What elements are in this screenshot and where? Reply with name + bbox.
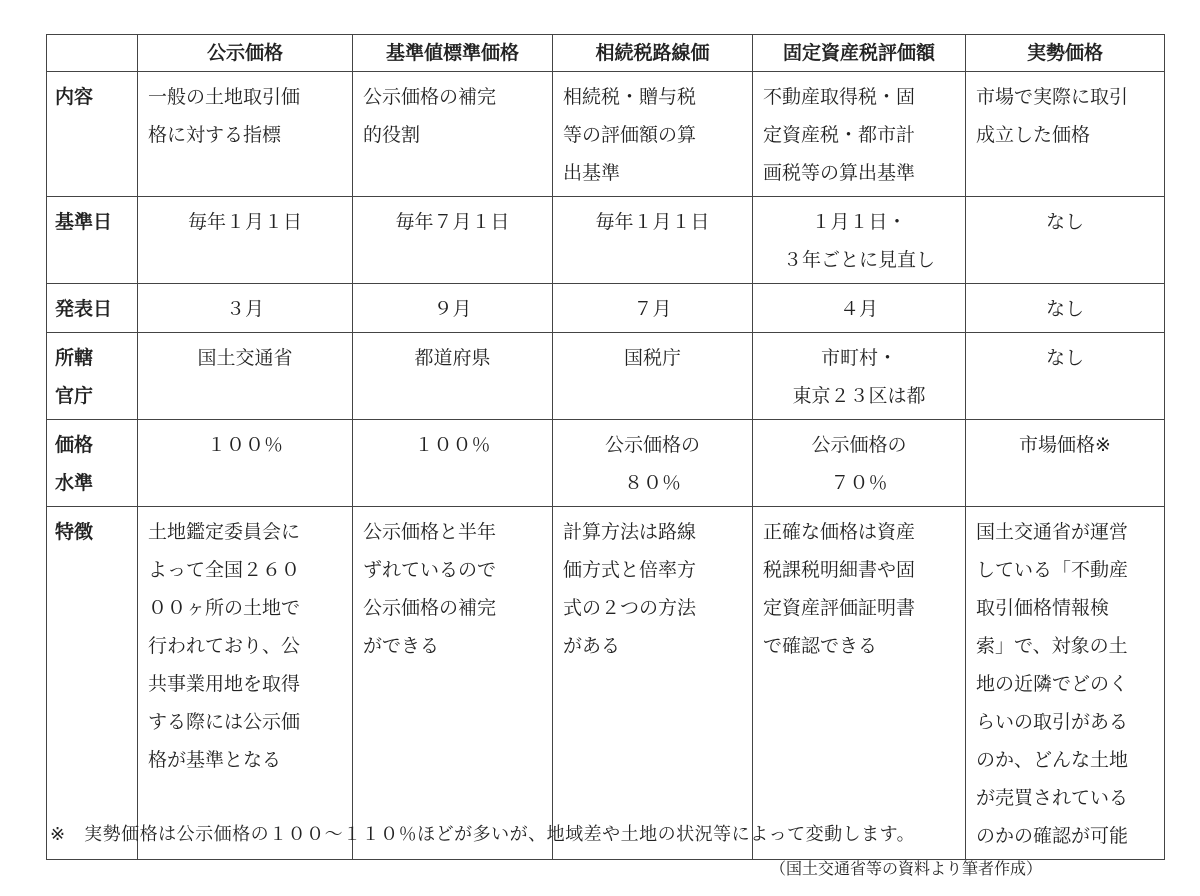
header-jissei-kakaku: 実勢価格 <box>966 35 1165 72</box>
row-shokatsu <box>47 333 1165 420</box>
header-row <box>47 35 1165 72</box>
table-cell: ３月 <box>138 284 353 333</box>
header-kijunchi: 基準値標準価格 <box>353 35 553 72</box>
header-koji-kakaku: 公示価格 <box>138 35 353 72</box>
table-cell: 相続税・贈与税 等の評価額の算 出基準 <box>553 72 753 197</box>
table-cell: 毎年１月１日 <box>138 197 353 284</box>
table-cell: 公示価格の ８０％ <box>553 420 753 507</box>
header-corner <box>47 35 138 72</box>
table-cell: １００％ <box>353 420 553 507</box>
row-kakaku-suijun <box>47 420 1165 507</box>
table-cell: 計算方法は路線 価方式と倍率方 式の２つの方法 がある <box>553 507 753 860</box>
row-label: 特徴 <box>47 507 138 860</box>
table-cell: 国土交通省が運営 している「不動産 取引価格情報検 索」で、対象の土 地の近隣でどのく らいの取引がある のか、どんな土地 が売買されている のかの確認が可能 <box>966 507 1165 860</box>
table-cell: ４月 <box>753 284 966 333</box>
comparison-table <box>46 34 1165 860</box>
table-cell: ７月 <box>553 284 753 333</box>
row-label: 発表日 <box>47 284 138 333</box>
footnote: ※ 実勢価格は公示価格の１００〜１１０％ほどが多いが、地域差や土地の状況等によって変動します。 <box>50 824 916 845</box>
table-cell: 市場価格※ <box>966 420 1165 507</box>
table-cell: 市町村・ 東京２３区は都 <box>753 333 966 420</box>
header-kotei-shisan: 固定資産税評価額 <box>753 35 966 72</box>
row-tokucho <box>47 507 1165 860</box>
table-cell: 正確な価格は資産 税課税明細書や固 定資産評価証明書 で確認できる <box>753 507 966 860</box>
table-cell: 国税庁 <box>553 333 753 420</box>
table-cell: ９月 <box>353 284 553 333</box>
table-cell: なし <box>966 197 1165 284</box>
table-cell: 都道府県 <box>353 333 553 420</box>
header-rosenka: 相続税路線価 <box>553 35 753 72</box>
table-cell: 毎年１月１日 <box>553 197 753 284</box>
table-cell: 国土交通省 <box>138 333 353 420</box>
table-cell: １月１日・ ３年ごとに見直し <box>753 197 966 284</box>
table-cell: 土地鑑定委員会に よって全国２６０ ００ヶ所の土地で 行われており、公 共事業用地を取得 する際には公示価 格が基準となる <box>138 507 353 860</box>
row-label: 基準日 <box>47 197 138 284</box>
table-cell: 不動産取得税・固 定資産税・都市計 画税等の算出基準 <box>753 72 966 197</box>
table-cell: 公示価格の補完 的役割 <box>353 72 553 197</box>
row-kijunbi <box>47 197 1165 284</box>
table-cell: 一般の土地取引価 格に対する指標 <box>138 72 353 197</box>
row-happyobi <box>47 284 1165 333</box>
table-cell: なし <box>966 333 1165 420</box>
table-cell: なし <box>966 284 1165 333</box>
row-label: 所轄 官庁 <box>47 333 138 420</box>
row-label: 価格 水準 <box>47 420 138 507</box>
row-naiyo <box>47 72 1165 197</box>
row-label: 内容 <box>47 72 138 197</box>
table-cell: 市場で実際に取引 成立した価格 <box>966 72 1165 197</box>
table-cell: 公示価格と半年 ずれているので 公示価格の補完 ができる <box>353 507 553 860</box>
table-cell: １００％ <box>138 420 353 507</box>
table-cell: 公示価格の ７０％ <box>753 420 966 507</box>
table-cell: 毎年７月１日 <box>353 197 553 284</box>
source-citation: （国土交通省等の資料より筆者作成） <box>770 859 1043 878</box>
